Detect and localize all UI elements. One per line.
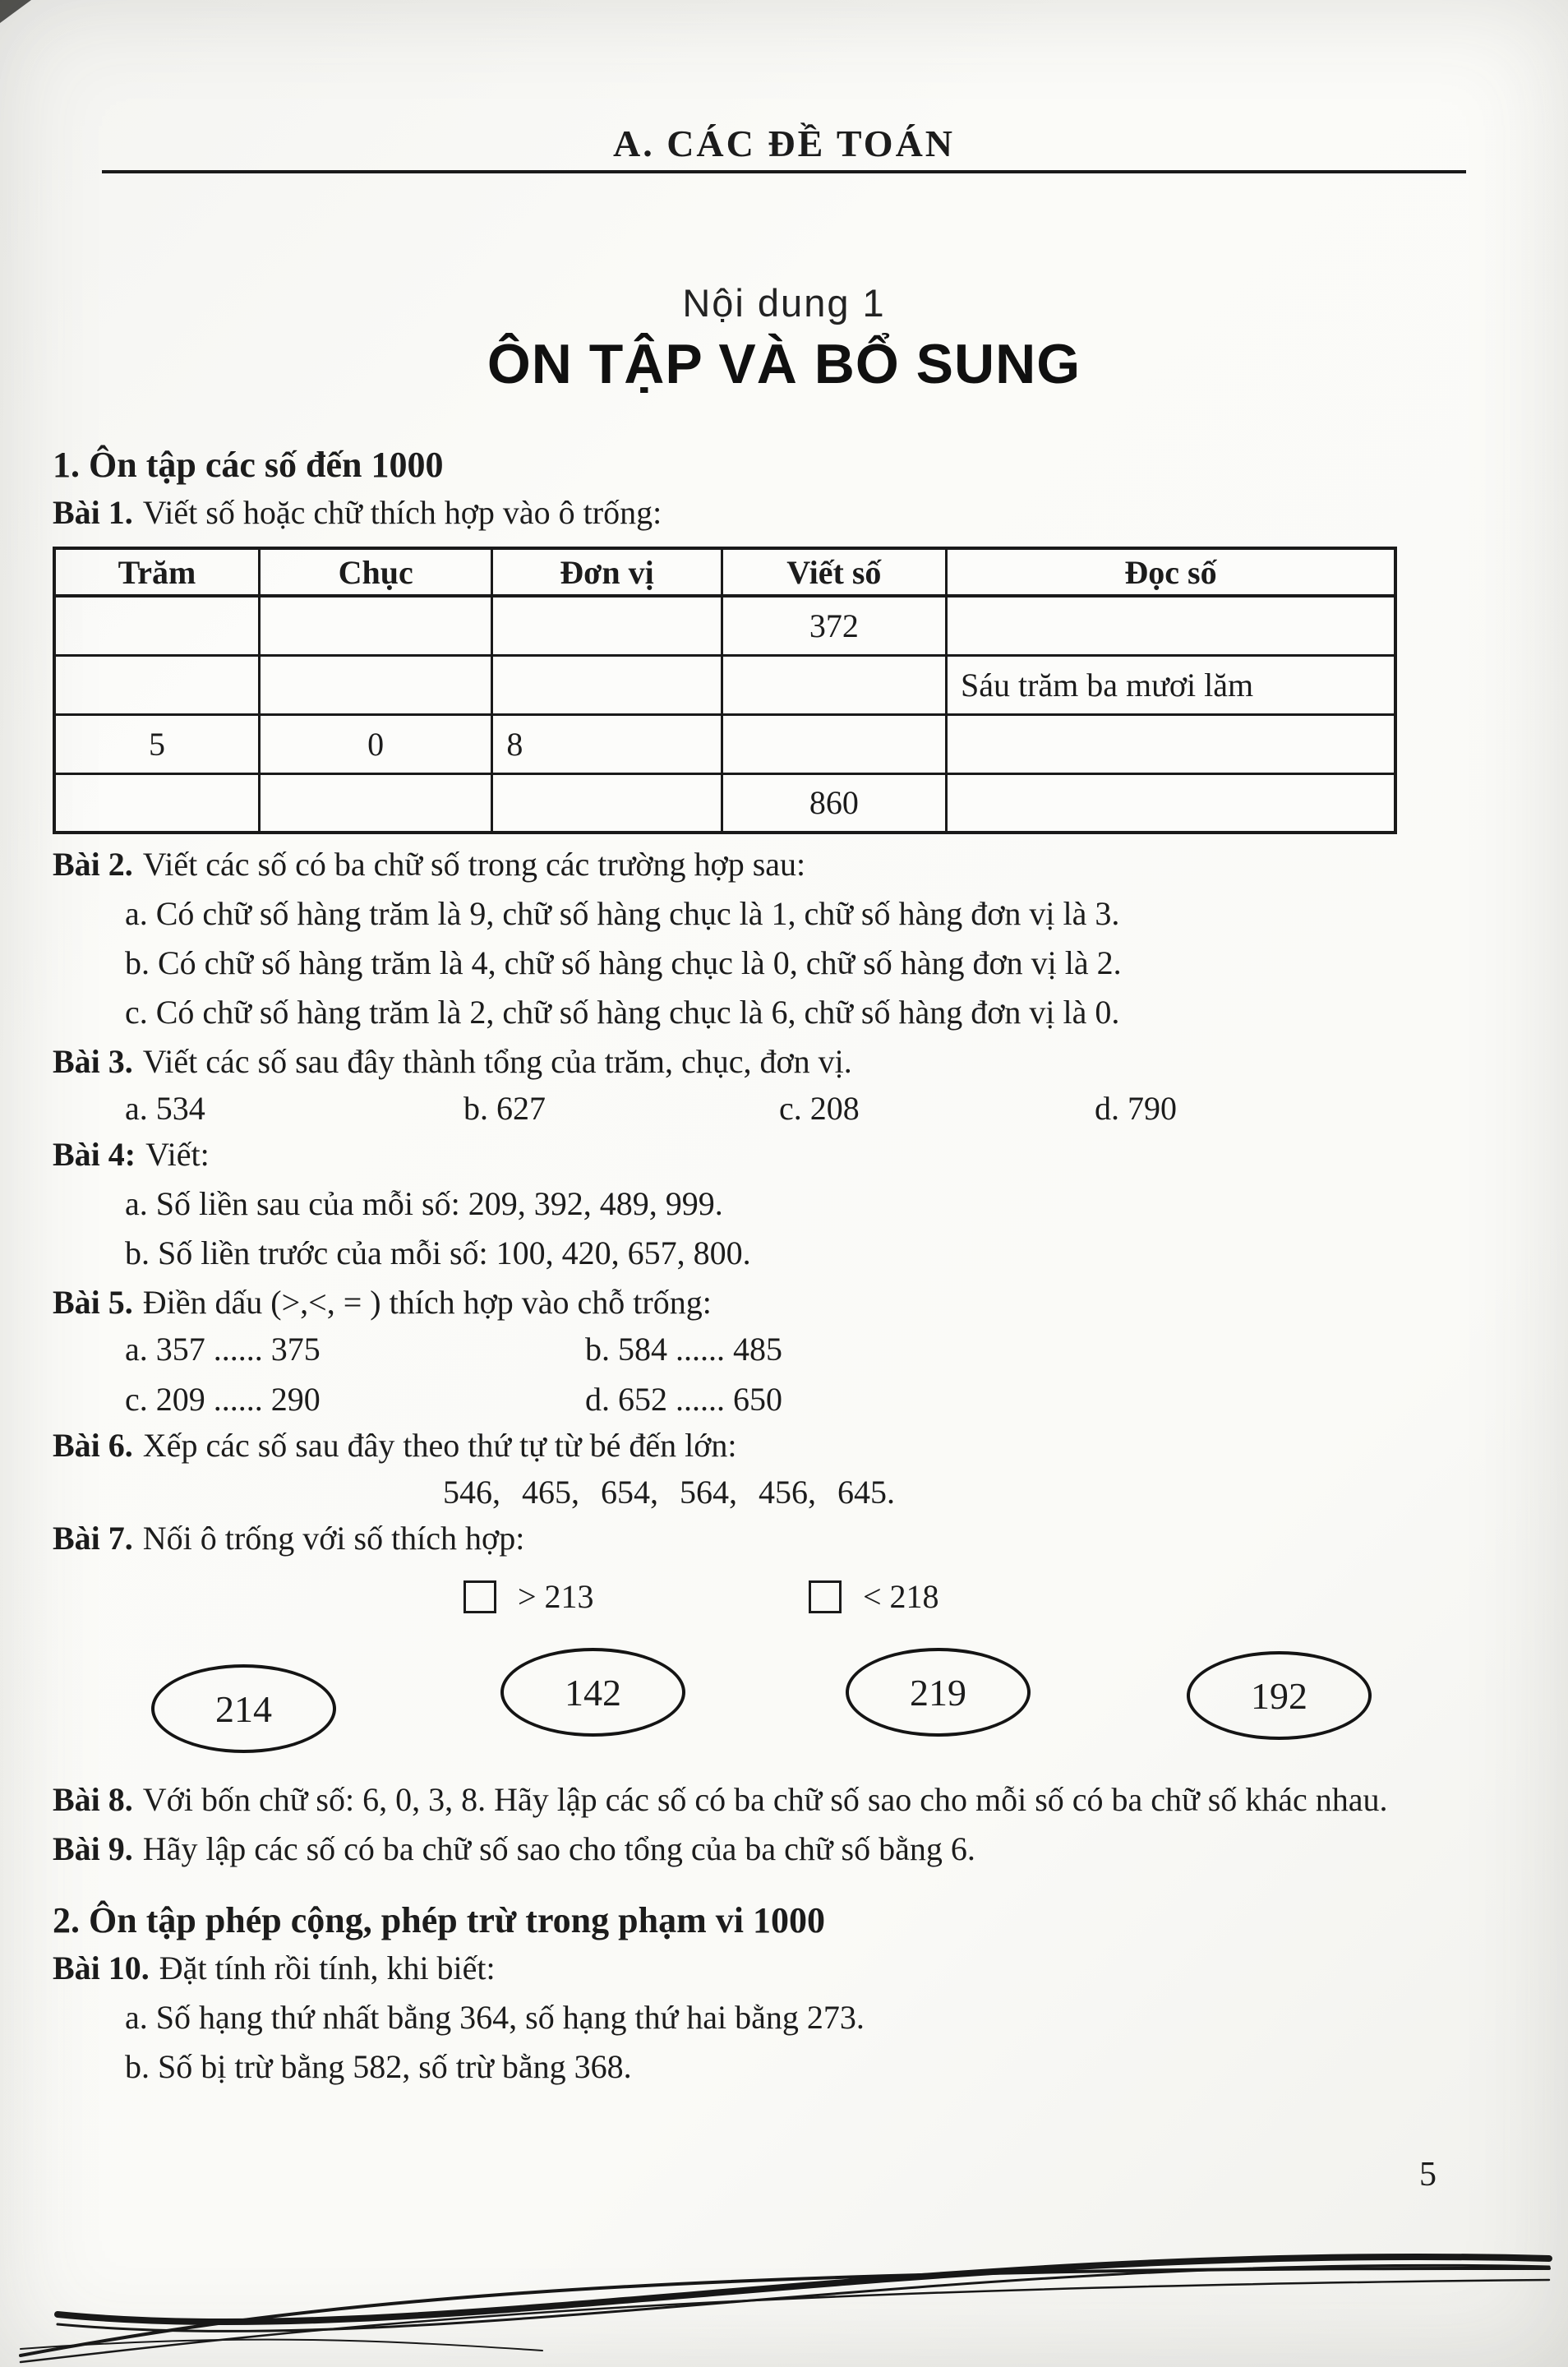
exercise-text: Viết các số có ba chữ số trong các trường hợp sau: — [142, 846, 806, 883]
page-content — [0, 444, 1568, 2089]
table-header-chuc: Chục — [259, 548, 491, 596]
table-cell — [54, 655, 259, 714]
table-cell: 8 — [492, 714, 722, 773]
bai1-table — [53, 547, 1397, 834]
bai3-item-d: d. 790 — [1095, 1090, 1177, 1127]
exercise-bai3 — [53, 1040, 1515, 1084]
bai3-item-c: c. 208 — [779, 1090, 860, 1127]
bai7-target-1 — [463, 1577, 594, 1616]
exercise-bai1 — [53, 491, 1515, 535]
table-row — [54, 773, 1395, 833]
bai3-item-b: b. 627 — [463, 1090, 546, 1127]
table-cell: 0 — [259, 714, 491, 773]
bai6-numbers: 546, 465, 654, 564, 456, 645. — [443, 1474, 895, 1511]
exercise-label: Bài 8. — [53, 1781, 133, 1818]
exercise-bai2 — [53, 842, 1515, 887]
number-oval: 219 — [846, 1648, 1031, 1737]
exercise-bai5 — [53, 1280, 1515, 1325]
table-header-docso: Đọc số — [946, 548, 1395, 596]
exercise-label: Bài 5. — [53, 1284, 133, 1321]
exercise-bai10 — [53, 1946, 1515, 1991]
bai5-item-a: a. 357 ...... 375 — [125, 1331, 321, 1368]
exercise-text: Đặt tính rồi tính, khi biết: — [159, 1949, 496, 1986]
exercise-bai7 — [53, 1516, 1515, 1561]
table-header-donvi: Đơn vị — [492, 548, 722, 596]
bai3-answers-row — [53, 1089, 1515, 1128]
bai2-item-a: a. Có chữ số hàng trăm là 9, chữ số hàng chục là 1, chữ số hàng đơn vị là 3. — [125, 895, 1120, 932]
section-1-heading: 1. Ôn tập các số đến 1000 — [53, 445, 444, 485]
exercise-label: Bài 3. — [53, 1043, 133, 1080]
exercise-text: Nối ô trống với số thích hợp: — [142, 1520, 525, 1557]
exercise-label: Bài 2. — [53, 846, 133, 883]
exercise-label: Bài 4: — [53, 1136, 136, 1173]
empty-box-icon — [809, 1580, 842, 1613]
number-oval: 142 — [500, 1648, 685, 1737]
exercise-bai4 — [53, 1133, 1515, 1177]
exercise-text: Viết số hoặc chữ thích hợp vào ô trống: — [142, 494, 662, 531]
exercise-text: Với bốn chữ số: 6, 0, 3, 8. Hãy lập các số có ba chữ số sao cho mỗi số có ba chữ số khác nhau. — [142, 1781, 1388, 1818]
title-block — [0, 280, 1568, 396]
bai2-item-b: b. Có chữ số hàng trăm là 4, chữ số hàng chục là 0, chữ số hàng đơn vị là 2. — [125, 944, 1122, 981]
table-cell — [946, 714, 1395, 773]
page-number: 5 — [1419, 2156, 1437, 2194]
scan-corner-artifact — [0, 0, 31, 23]
bai7-oval-row — [53, 1641, 1515, 1765]
exercise-bai8 — [53, 1778, 1443, 1822]
table-cell — [492, 596, 722, 655]
bai7-match-row — [53, 1572, 1515, 1626]
table-cell — [54, 596, 259, 655]
table-cell — [946, 773, 1395, 833]
section-2-heading: 2. Ôn tập phép cộng, phép trừ trong phạm vi 1000 — [53, 1900, 825, 1940]
exercise-label: Bài 10. — [53, 1949, 150, 1986]
table-cell: 372 — [722, 596, 946, 655]
bai5-answers-grid — [53, 1330, 1515, 1419]
page-header — [102, 0, 1466, 173]
exercise-label: Bài 1. — [53, 494, 133, 531]
exercise-bai9 — [53, 1827, 1515, 1871]
bai5-item-c: c. 209 ...... 290 — [125, 1381, 321, 1418]
table-cell — [722, 714, 946, 773]
chapter-subtitle: Nội dung 1 — [682, 281, 886, 325]
table-cell — [54, 773, 259, 833]
exercise-label: Bài 7. — [53, 1520, 133, 1557]
chapter-title: ÔN TẬP VÀ BỔ SUNG — [487, 333, 1081, 395]
table-header-row — [54, 548, 1395, 596]
table-cell — [492, 773, 722, 833]
exercise-label: Bài 9. — [53, 1830, 133, 1867]
table-cell: 5 — [54, 714, 259, 773]
empty-box-icon — [463, 1580, 496, 1613]
bai7-target-2 — [809, 1577, 939, 1616]
bai2-item-c: c. Có chữ số hàng trăm là 2, chữ số hàng chục là 6, chữ số hàng đơn vị là 0. — [125, 994, 1120, 1031]
table-row — [54, 714, 1395, 773]
bai10-item-a: a. Số hạng thứ nhất bằng 364, số hạng thứ hai bằng 273. — [125, 1999, 865, 2036]
number-oval: 192 — [1187, 1651, 1372, 1740]
exercise-text: Viết các số sau đây thành tổng của trăm, chục, đơn vị. — [142, 1043, 852, 1080]
table-cell: Sáu trăm ba mươi lăm — [946, 655, 1395, 714]
exercise-text: Xếp các số sau đây theo thứ tự từ bé đến lớn: — [142, 1427, 737, 1464]
table-cell — [259, 773, 491, 833]
table-cell — [946, 596, 1395, 655]
bai4-item-a: a. Số liền sau của mỗi số: 209, 392, 489, 999. — [125, 1185, 723, 1222]
bai5-item-b: b. 584 ...... 485 — [585, 1331, 782, 1368]
table-cell — [259, 596, 491, 655]
bai3-item-a: a. 534 — [125, 1090, 205, 1127]
bai4-item-b: b. Số liền trước của mỗi số: 100, 420, 657, 800. — [125, 1234, 751, 1271]
table-row — [54, 655, 1395, 714]
table-cell — [492, 655, 722, 714]
exercise-bai6 — [53, 1423, 1515, 1468]
bai10-item-b: b. Số bị trừ bằng 582, số trừ bằng 368. — [125, 2048, 632, 2085]
table-row — [54, 596, 1395, 655]
table-header-tram: Trăm — [54, 548, 259, 596]
table-cell — [722, 655, 946, 714]
page-header-title: A. CÁC ĐỀ TOÁN — [612, 122, 956, 164]
bai7-target-1-text: > 213 — [518, 1578, 594, 1615]
table-header-vietso: Viết số — [722, 548, 946, 596]
bai7-target-2-text: < 218 — [863, 1578, 939, 1615]
decorative-swoosh — [0, 2209, 1568, 2367]
exercise-label: Bài 6. — [53, 1427, 133, 1464]
table-cell — [259, 655, 491, 714]
table-cell: 860 — [722, 773, 946, 833]
bai5-item-d: d. 652 ...... 650 — [585, 1381, 782, 1418]
exercise-text: Viết: — [145, 1136, 210, 1173]
exercise-text: Điền dấu (>,<, = ) thích hợp vào chỗ trống: — [142, 1284, 712, 1321]
exercise-text: Hãy lập các số có ba chữ số sao cho tổng của ba chữ số bằng 6. — [142, 1830, 975, 1867]
number-oval: 214 — [151, 1664, 336, 1753]
